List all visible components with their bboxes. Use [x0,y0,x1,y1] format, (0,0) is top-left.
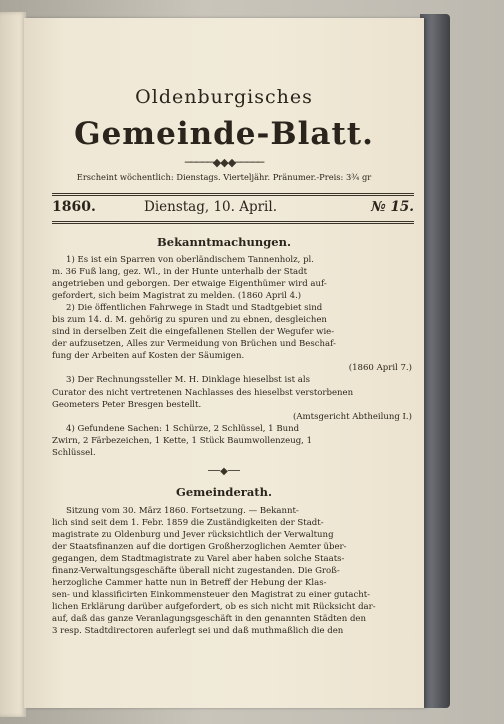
text-line: lich sind seit dem 1. Febr. 1859 die Zuständigkeiten der Stadt- [52,518,324,529]
issue-date: Dienstag, 10. April. [144,199,277,215]
text-line: magistrate zu Oldenburg und Jever rücksichtlich der Verwaltung [52,530,334,541]
text-line: 3 resp. Stadtdirectoren auferlegt sei und daß muthmaßlich die den [52,626,344,637]
text-line: sen- und klassificirten Einkommensteuer den Magistrat zu einer gutacht- [52,590,371,601]
rule-top [52,193,414,194]
text-line: bis zum 14. d. M. gehörig zu spuren und zu ebnen, desgleichen [52,315,327,326]
text-line: sind in derselben Zeit die eingefallenen Stellen der Wegufer wie- [52,327,335,338]
section-ornament: ──◆── [208,466,240,477]
announcements-body [52,254,412,459]
text-line: Geometers Peter Bresgen bestellt. [52,399,202,410]
masthead-title: Gemeinde-Blatt. [74,116,374,152]
masthead-small: Oldenburgisches [135,86,313,108]
text-line: fung der Arbeiten auf Kosten der Säumigen. [52,351,245,362]
text-line: 2) Die öffentlichen Fahrwege in Stadt und Stadtgebiet sind [66,303,323,314]
text-line: auf, daß das ganze Veranlagungsgeschäft in den genannten Städten den [52,614,366,625]
issue-year: 1860. [52,199,96,215]
text-line-date: (1860 April 7.) [348,363,412,374]
section-heading-announcements: Bekanntmachungen. [157,235,291,249]
left-page-edge [0,12,26,717]
text-line: 3) Der Rechnungssteller M. H. Dinklage hieselbst ist als [66,375,310,386]
text-line: gefordert, sich beim Magistrat zu melden. (1860 April 4.) [52,291,302,302]
text-line: gegangen, dem Stadtmagistrate zu Varel aber haben solche Staats- [52,554,345,565]
masthead-subline: Erscheint wöchentlich: Dienstags. Vierteljähr. Pränumer.-Preis: 3¾ gr [76,172,372,182]
text-line: 4) Gefundene Sachen: 1 Schürze, 2 Schlüssel, 1 Bund [66,423,300,434]
text-line: Curator des nicht vertretenen Nachlasses des hieselbst verstorbenen [52,387,354,398]
text-line: angetrieben und geborgen. Der etwaige Eigenthümer wird auf- [52,279,327,290]
rule-bottom-2 [52,223,414,224]
council-body [52,505,412,638]
text-line: finanz-Verwaltungsgeschäfte überall nicht zugestanden. Die Groß- [52,566,340,577]
issue-number: № 15. [371,199,414,215]
book-cover-edge [420,14,450,708]
text-line: der aufzusetzen, Alles zur Vermeidung von Brüchen und Beschaf- [52,339,336,350]
text-line: lichen Erklärung darüber aufgefordert, ob es sich nicht mit Rücksicht dar- [52,602,376,613]
newspaper-page [24,18,424,708]
text-line: herzogliche Cammer hatte nun in Betreff der Hebung der Klas- [52,578,327,589]
text-line: m. 36 Fuß lang, gez. Wl., in der Hunte unterhalb der Stadt [52,267,308,278]
issue-line [52,199,414,219]
text-line: 1) Es ist ein Sparren von oberländischem Tannenholz, pl. [66,255,314,265]
text-line: Zwirn, 2 Färbezeichen, 1 Kette, 1 Stück Baumwollenzeug, 1 [52,435,313,446]
section-heading-council: Gemeinderath. [176,485,272,499]
rule-bottom [52,221,414,222]
rule-top-2 [52,195,414,196]
text-line: der Staatsfinanzen auf die dortigen Großherzoglichen Aemter über- [52,542,347,553]
text-line: Sitzung vom 30. März 1860. Fortsetzung. — Bekannt- [66,506,299,516]
masthead-ornament: ─────◆◆◆───── [184,156,264,169]
text-line: Schlüssel. [52,447,96,458]
text-line-source: (Amtsgericht Abtheilung I.) [293,411,412,422]
